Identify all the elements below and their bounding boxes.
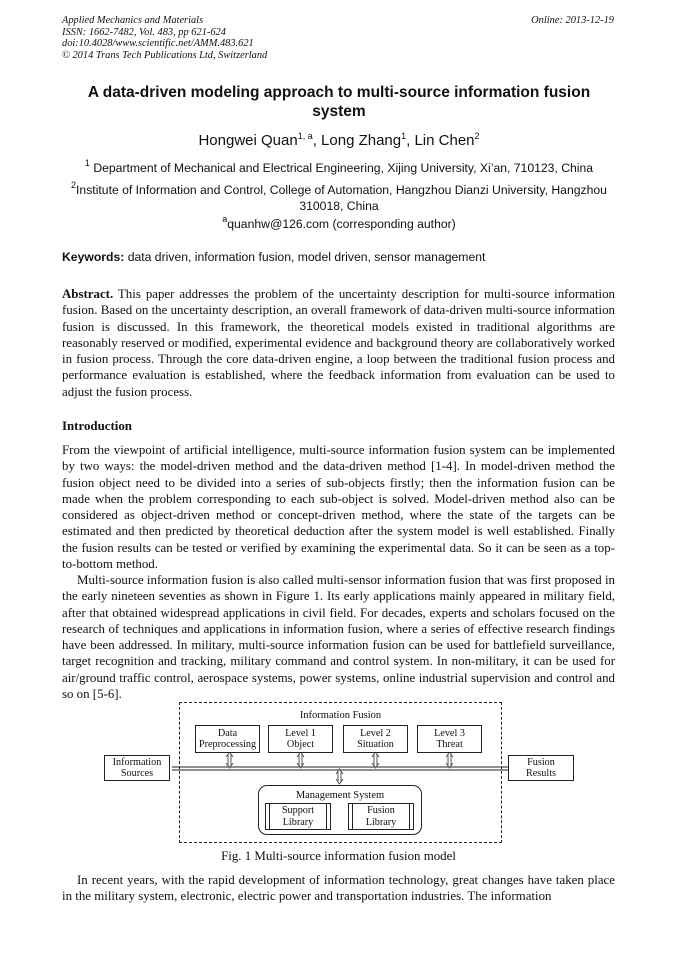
email-sup: a xyxy=(222,214,228,224)
management-label: Management System xyxy=(295,790,385,801)
keywords-label: Keywords: xyxy=(62,250,125,264)
affiliation-sup: 1 xyxy=(84,158,90,168)
information-sources-box xyxy=(104,755,170,781)
author-name: , Long Zhang xyxy=(312,132,402,149)
level-box xyxy=(417,725,482,753)
doi-line: doi:10.4028/www.scientific.net/AMM.483.621 xyxy=(62,38,254,50)
author-sup: 1 xyxy=(401,131,407,141)
level-line: Level 3 xyxy=(434,727,465,739)
box-line: Fusion xyxy=(367,804,395,816)
level-line: Data xyxy=(217,727,238,739)
box-line: Information xyxy=(112,756,162,768)
copyright-line: © 2014 Trans Tech Publications Ltd, Switzerland xyxy=(62,50,268,62)
abstract-label: Abstract. xyxy=(62,287,114,301)
level-line: Level 2 xyxy=(360,727,391,739)
fusion-results-box xyxy=(508,755,574,781)
abstract-text: This paper addresses the problem of the uncertainty description for multi-source information fusion. Based on the uncertainty description, an overall framework of data-driven multi-source information fusion is discussed. In this framework, the theoretical models existed in traditional algorithms are reasonably reserved or modified, experimental evidence and background theory are collaboratively worked in fusion process. Through the core data-driven engine, a loop between the traditional fusion process and performance evaluation is established, where the feedback information from evaluation can be used to adjust the fusion process. xyxy=(62,287,615,399)
affiliation-text: Institute of Information and Control, College of Automation, Hangzhou Dianzi University, Hangzhou 310018, China xyxy=(76,183,607,213)
box-line: Library xyxy=(365,816,397,828)
box-line: Results xyxy=(525,768,556,779)
intro-paragraph-3: In recent years, with the rapid development of information technology, great changes have taken place in the military system, electronic, electric power and transportation industries. The information xyxy=(62,873,615,904)
journal-name: Applied Mechanics and Materials xyxy=(62,15,204,26)
paper-title: A data-driven modeling approach to multi-source information fusion system xyxy=(87,84,591,120)
box-line: Fusion xyxy=(527,756,555,768)
box-line: Library xyxy=(282,816,314,828)
section-heading: Introduction xyxy=(62,419,132,433)
group-label: Information Fusion xyxy=(299,710,382,721)
keywords-text: data driven, information fusion, model driven, sensor management xyxy=(124,250,486,264)
intro-paragraph-1: From the viewpoint of artificial intelligence, multi-source information fusion system can be implemented by two ways: the model-driven method and the data-driven method [1-4]. In model-driven method the fusion object need to be divided into a series of sub-objects firstly; then the information fusion can be made when the problem corresponding to each sub-object is solved. Model-driven method also can be considered as object-driven method or concept-driven method, where the state of the targets can be estimated and then predicted by theoretical deduction after the system model is well established. Finally the fusion results can be tested or verified by examining the experimental data. So it can be seen as a top-to-bottom method. xyxy=(62,443,615,572)
level-line: Situation xyxy=(357,739,394,750)
box-line: Sources xyxy=(120,768,154,779)
fusion-library-box xyxy=(348,803,414,830)
affiliation-sup: 2 xyxy=(71,180,77,190)
intro-paragraph-2: Multi-source information fusion is also called multi-sensor information fusion that was first proposed in the early nineteen seventies as shown in Figure 1. Its early applications mainly appeared in military field, after that obtained widespread applications in civil field. For decades, experts and scholars focused on the research of techniques and applications in information fusion, where a series of effective research findings have been addressed. In military, multi-source information fusion can be used for battlefield surveillance, target recognition and tracking, military command and control system. In non-military, it can be used for air/ground traffic control, aerospace systems, power systems, online industrial supervision and control and so on [5-6]. xyxy=(62,573,615,702)
level-line: Threat xyxy=(436,739,463,750)
author-name: Hongwei Quan xyxy=(198,132,298,149)
level-box xyxy=(268,725,333,753)
figure-caption: Fig. 1 Multi-source information fusion model xyxy=(221,849,456,863)
author-sup: 1, a xyxy=(297,131,313,141)
affiliation-text: Department of Mechanical and Electrical Engineering, Xijing University, Xi’an, 710123, China xyxy=(89,161,594,175)
author-sup: 2 xyxy=(474,131,480,141)
level-box xyxy=(195,725,260,753)
issn-line: ISSN: 1662-7482, Vol. 483, pp 621-624 xyxy=(62,26,226,38)
level-line: Preprocessing xyxy=(198,739,257,750)
online-date: Online: 2013-12-19 xyxy=(531,15,614,26)
level-line: Object xyxy=(286,739,315,750)
level-box xyxy=(343,725,408,753)
author-name: , Lin Chen xyxy=(406,132,475,149)
email-text: quanhw@126.com (corresponding author) xyxy=(227,217,456,231)
level-line: Level 1 xyxy=(285,727,316,739)
box-line: Support xyxy=(281,804,315,816)
support-library-box xyxy=(265,803,331,830)
